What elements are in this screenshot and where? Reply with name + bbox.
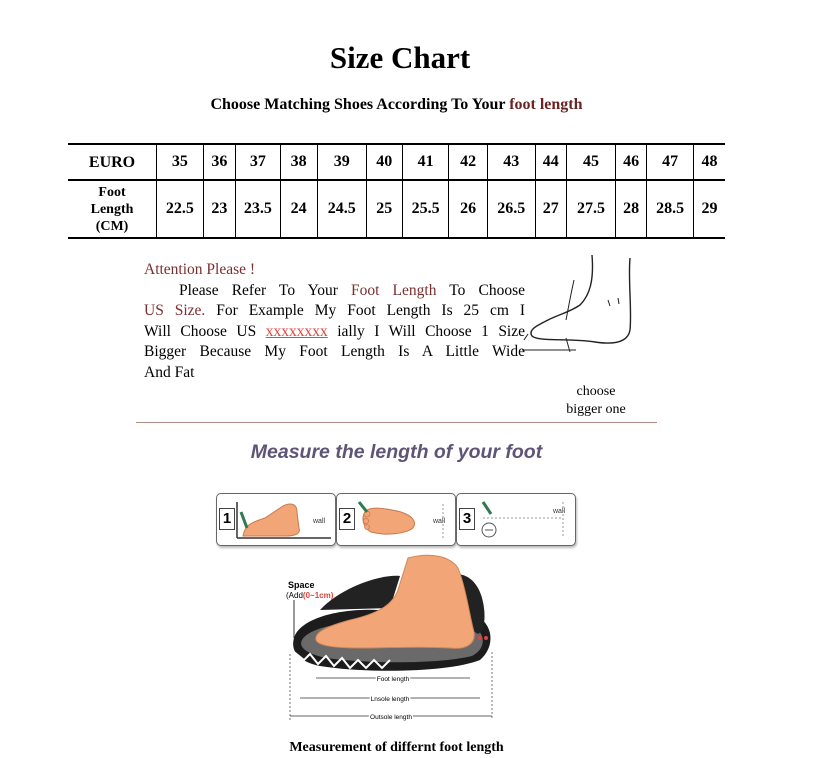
subtitle-text: Choose Matching Shoes According To Your: [210, 96, 506, 113]
foot-length-cell: 28.5: [647, 180, 694, 238]
foot-length-row: [68, 180, 725, 238]
space-add-prefix: (Add: [286, 591, 303, 600]
measure-step-3: [456, 493, 576, 546]
foot-length-cell: 27: [535, 180, 566, 238]
attention-highlight: US Size.: [144, 302, 206, 320]
section-divider: [136, 422, 657, 423]
ruler-measure-icon: [475, 498, 573, 542]
euro-size-cell: 47: [647, 144, 694, 180]
attention-line: And Fat: [144, 363, 195, 381]
euro-size-cell: 45: [567, 144, 616, 180]
foot-length-cell: 22.5: [157, 180, 204, 238]
foot-length-label: Foot length: [376, 676, 410, 683]
choose-label-line: choose: [576, 384, 616, 399]
attention-heading: Attention Please !: [144, 261, 256, 278]
space-add-value: (0~1cm): [302, 591, 334, 600]
size-table: [68, 143, 725, 239]
attention-text: For Example My Foot Length Is 25 cm I: [216, 302, 526, 320]
foot-length-cell: 23: [203, 180, 236, 238]
attention-line: [144, 281, 525, 302]
euro-size-cell: 36: [203, 144, 236, 180]
attention-text: ially I Will Choose 1 Size: [337, 322, 526, 340]
foot-length-cell: 25: [366, 180, 402, 238]
attention-text: Will Choose US: [144, 322, 257, 340]
foot-sketch-icon: [520, 250, 640, 370]
foot-length-cell: 24: [280, 180, 317, 238]
attention-highlight: Foot Length: [351, 281, 437, 299]
euro-size-cell: 40: [366, 144, 402, 180]
attention-line: [144, 322, 525, 343]
wall-label: wall: [433, 518, 446, 525]
choose-label-line: bigger one: [566, 402, 626, 417]
wall-label: wall: [313, 518, 326, 525]
outsole-length-label: Outsole length: [370, 714, 412, 721]
foot-length-cell: 24.5: [317, 180, 366, 238]
foot-label-line: (CM): [95, 218, 129, 234]
foot-in-shoe-illustration: [280, 548, 500, 726]
insole-length-label: Lnsole length: [370, 696, 410, 703]
foot-label-line: Length: [90, 201, 134, 217]
euro-size-cell: 42: [449, 144, 487, 180]
euro-size-cell: 46: [615, 144, 646, 180]
subtitle-highlight: foot length: [509, 96, 583, 113]
foot-length-cell: 27.5: [567, 180, 616, 238]
euro-size-cell: 44: [535, 144, 566, 180]
attention-line: Bigger Because My Foot Length Is A Little Wide: [144, 343, 525, 361]
illustration-caption: Measurement of differnt foot length: [289, 740, 504, 755]
euro-header: EURO: [68, 144, 157, 180]
step-number: 3: [459, 508, 475, 530]
foot-length-header: [68, 180, 157, 238]
euro-size-cell: 48: [693, 144, 725, 180]
euro-size-cell: 38: [280, 144, 317, 180]
foot-length-cell: 25.5: [402, 180, 449, 238]
attention-text: Please Refer To Your: [179, 281, 338, 299]
choose-bigger-label: [556, 383, 636, 419]
attention-redacted: xxxxxxxx: [265, 322, 328, 340]
foot-length-cell: 28: [615, 180, 646, 238]
euro-size-cell: 37: [236, 144, 280, 180]
attention-text: To Choose: [449, 281, 526, 299]
euro-size-cell: 41: [402, 144, 449, 180]
wall-label: wall: [553, 508, 566, 515]
measure-step-2: [336, 493, 456, 546]
euro-size-cell: 35: [157, 144, 204, 180]
step-number: 2: [339, 508, 355, 530]
foot-length-cell: 26: [449, 180, 487, 238]
measure-title: Measure the length of your foot: [250, 441, 543, 463]
foot-length-cell: 26.5: [487, 180, 535, 238]
space-label: Space: [288, 580, 315, 590]
euro-size-cell: 39: [317, 144, 366, 180]
attention-note: [144, 260, 525, 384]
foot-length-cell: 23.5: [236, 180, 280, 238]
foot-label-line: Foot: [98, 184, 126, 200]
foot-length-cell: 29: [693, 180, 725, 238]
measure-step-1: [216, 493, 336, 546]
page-title: Size Chart: [329, 40, 471, 75]
page-subtitle: [0, 96, 793, 114]
attention-line: [144, 301, 525, 322]
euro-row: [68, 144, 725, 180]
step-number: 1: [219, 508, 235, 530]
space-add-label: [286, 591, 334, 600]
euro-size-cell: 43: [487, 144, 535, 180]
